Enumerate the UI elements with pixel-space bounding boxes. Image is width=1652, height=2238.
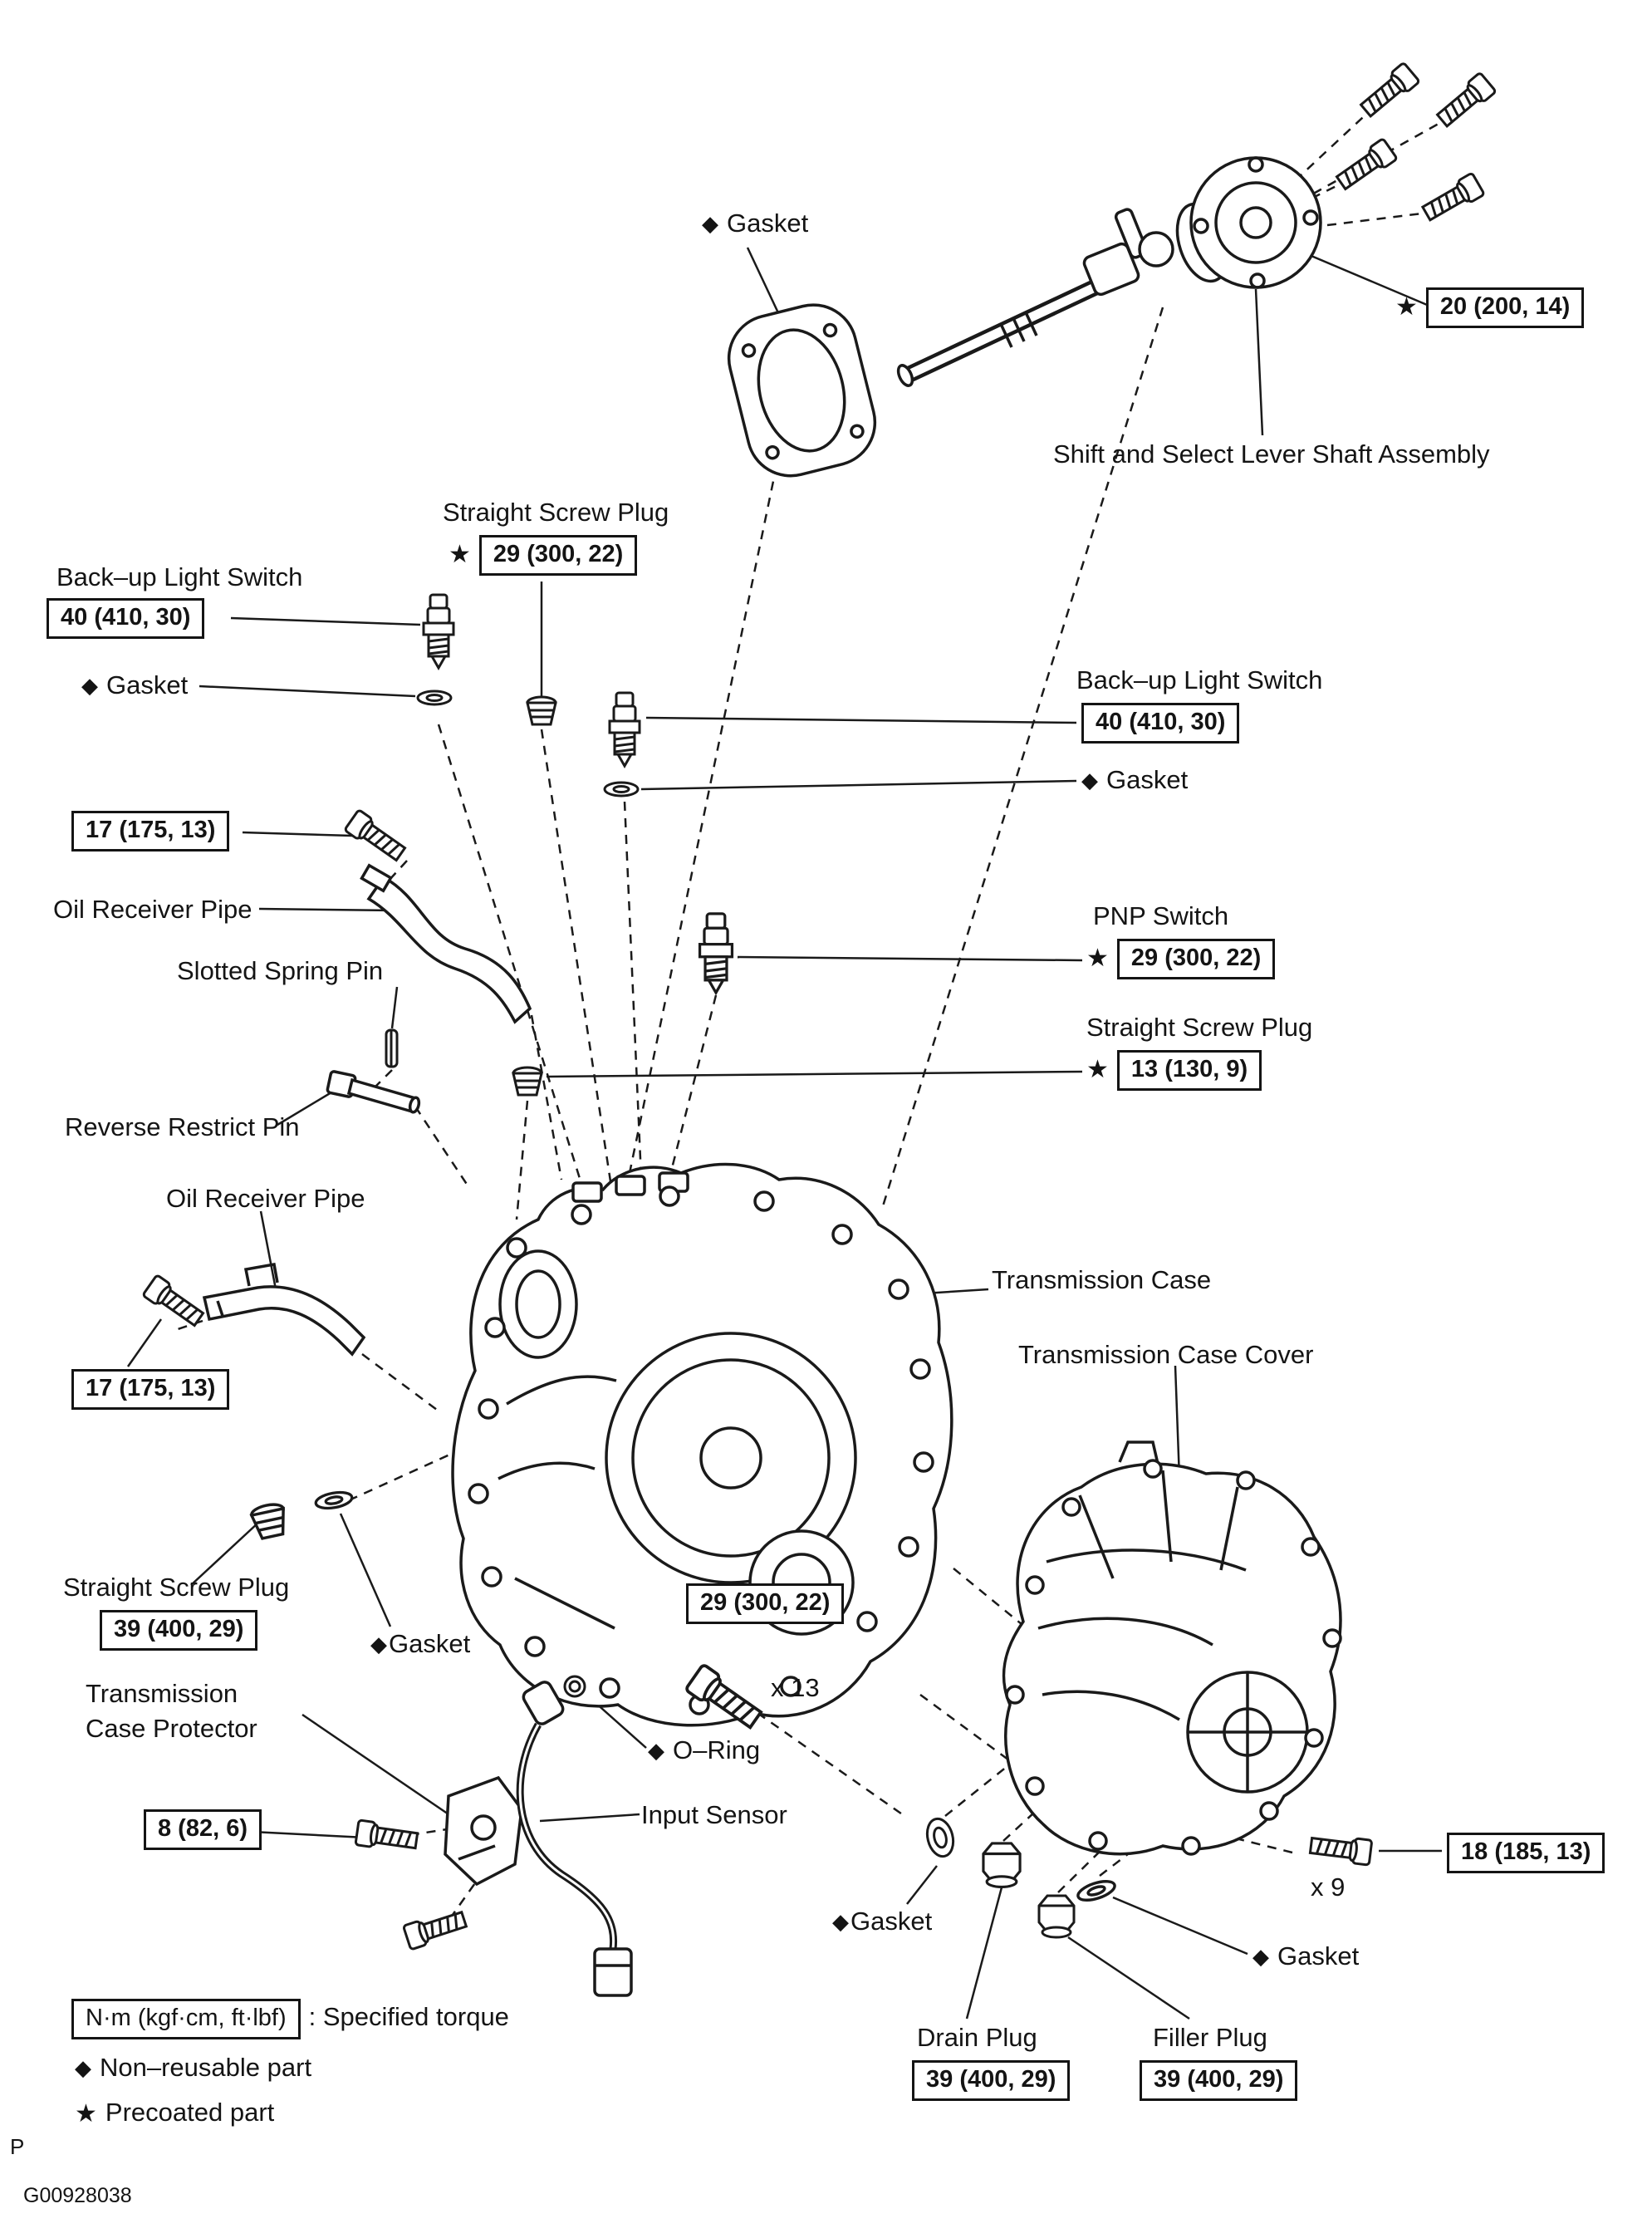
legend-non-reusable xyxy=(75,2052,311,2084)
o-ring-drawing xyxy=(565,1676,585,1696)
part-label: PNP Switch xyxy=(1093,901,1229,930)
gasket-washer-right-drawing xyxy=(605,783,638,796)
pnp-switch-drawing xyxy=(700,914,733,993)
drain-gasket-drawing xyxy=(924,1816,957,1859)
label-straight-screw-plug-bottom xyxy=(63,1572,289,1604)
label-input-sensor xyxy=(641,1799,787,1832)
label-backup-light-switch-right xyxy=(1076,665,1322,697)
cover-bolt-drawing xyxy=(1310,1833,1372,1866)
torque-drain-plug xyxy=(912,2060,1070,2101)
part-label: Reverse Restrict Pin xyxy=(65,1112,300,1141)
part-label: Gasket xyxy=(389,1629,471,1658)
label-gasket-screw-plug-bottom xyxy=(370,1628,470,1661)
label-pnp-switch xyxy=(1093,901,1228,933)
part-label: Drain Plug xyxy=(917,2023,1037,2052)
legend-text: Non–reusable part xyxy=(100,2053,312,2082)
bolt-drawing xyxy=(1434,72,1496,130)
gasket-washer-bottom-drawing xyxy=(315,1490,353,1511)
torque-case-protector xyxy=(144,1809,262,1850)
case-bolt-quantity: x 13 xyxy=(771,1673,820,1702)
label-slotted-spring-pin xyxy=(177,955,383,988)
torque-box: 39 (400, 29) xyxy=(912,2060,1070,2101)
part-label: Gasket xyxy=(1106,765,1189,794)
torque-filler-plug xyxy=(1140,2060,1297,2101)
filler-plug-drawing xyxy=(1039,1896,1074,1937)
part-label: Slotted Spring Pin xyxy=(177,956,384,985)
straight-screw-plug-bottom-drawing xyxy=(250,1502,288,1539)
torque-box: 17 (175, 13) xyxy=(71,811,229,852)
label-drain-plug xyxy=(917,2022,1037,2054)
torque-box: 29 (300, 22) xyxy=(686,1583,844,1624)
label-gasket-backup-right xyxy=(1081,764,1188,797)
torque-oil-receiver-pipe-upper xyxy=(71,811,229,852)
part-label: Back–up Light Switch xyxy=(1076,665,1323,694)
torque-shaft-assembly xyxy=(1395,287,1584,328)
label-transmission-case xyxy=(992,1264,1211,1297)
torque-cover-bolts xyxy=(1447,1833,1605,1873)
label-straight-screw-plug-right xyxy=(1086,1012,1312,1044)
precoated-star-icon: ★ xyxy=(1395,293,1418,321)
non-reusable-diamond-icon: ◆ xyxy=(648,1738,664,1763)
torque-pnp-switch xyxy=(1086,939,1275,979)
non-reusable-diamond-icon: ◆ xyxy=(832,1909,849,1934)
label-oil-receiver-pipe-lower xyxy=(166,1183,365,1215)
transmission-case-drawing xyxy=(453,1165,952,1725)
torque-unit-description: : Specified torque xyxy=(308,2002,509,2031)
non-reusable-diamond-icon: ◆ xyxy=(1081,768,1098,793)
label-transmission-case-protector-line2 xyxy=(86,1713,257,1745)
torque-box: 20 (200, 14) xyxy=(1426,287,1584,328)
torque-case-bolts xyxy=(686,1583,844,1624)
torque-box: 39 (400, 29) xyxy=(100,1610,257,1651)
part-label: Transmission xyxy=(86,1679,238,1708)
label-reverse-restrict-pin xyxy=(65,1112,300,1144)
label-transmission-case-cover xyxy=(1018,1339,1313,1372)
part-label: O–Ring xyxy=(673,1735,761,1764)
non-reusable-diamond-icon: ◆ xyxy=(81,673,98,698)
legend-text: Precoated part xyxy=(105,2098,275,2127)
torque-backup-light-switch-left xyxy=(47,598,204,639)
transmission-case-protector-drawing xyxy=(445,1778,522,1884)
slotted-spring-pin-drawing xyxy=(386,1030,397,1067)
drain-plug-drawing xyxy=(983,1843,1020,1887)
reverse-restrict-pin-drawing xyxy=(327,1071,421,1113)
bolt-drawing xyxy=(143,1275,206,1330)
backup-light-switch-left-drawing xyxy=(424,595,453,668)
torque-box: 29 (300, 22) xyxy=(479,535,637,576)
label-transmission-case-protector-line1 xyxy=(86,1678,238,1710)
part-label: Case Protector xyxy=(86,1714,257,1743)
torque-oil-receiver-pipe-lower xyxy=(71,1369,229,1410)
part-label: Transmission Case Cover xyxy=(1018,1340,1314,1369)
input-sensor-drawing xyxy=(520,1680,631,1995)
label-gasket-top xyxy=(702,208,808,240)
label-gasket-filler xyxy=(1252,1941,1359,1973)
label-oil-receiver-pipe-upper xyxy=(53,894,252,926)
part-label: Input Sensor xyxy=(641,1800,787,1829)
torque-box: 29 (300, 22) xyxy=(1117,939,1275,979)
legend-torque-line xyxy=(71,1999,509,2039)
bolt-drawing xyxy=(1420,173,1484,224)
torque-straight-screw-plug-top xyxy=(449,535,637,576)
label-backup-light-switch-left xyxy=(56,562,302,594)
transmission-case-cover-drawing xyxy=(1004,1442,1341,1854)
part-label: Straight Screw Plug xyxy=(443,498,669,527)
cover-bolt-quantity: x 9 xyxy=(1311,1872,1346,1902)
filler-gasket-drawing xyxy=(1076,1877,1116,1904)
part-label: Oil Receiver Pipe xyxy=(166,1184,365,1213)
non-reusable-diamond-icon: ◆ xyxy=(370,1632,387,1656)
label-shaft-assembly xyxy=(1053,439,1490,471)
non-reusable-diamond-icon: ◆ xyxy=(1252,1944,1269,1969)
part-label: Straight Screw Plug xyxy=(63,1573,290,1602)
part-label: Back–up Light Switch xyxy=(56,562,303,591)
torque-box: 39 (400, 29) xyxy=(1140,2060,1297,2101)
gasket-top-drawing xyxy=(720,296,885,485)
legend-precoated xyxy=(75,2097,274,2130)
part-label: Gasket xyxy=(106,670,189,699)
torque-straight-screw-plug-right xyxy=(1086,1050,1262,1091)
part-label: Gasket xyxy=(851,1907,933,1936)
label-filler-plug xyxy=(1153,2022,1267,2054)
straight-screw-plug-right-drawing xyxy=(513,1067,542,1095)
torque-backup-light-switch-right xyxy=(1081,703,1239,744)
part-label: Gasket xyxy=(1277,1941,1360,1971)
torque-box: 40 (410, 30) xyxy=(47,598,204,639)
gasket-washer-left-drawing xyxy=(418,691,451,704)
figure-code: G00928038 xyxy=(23,2184,132,2207)
torque-unit-box: N·m (kgf·cm, ft·lbf) xyxy=(71,1999,301,2039)
label-gasket-drain xyxy=(832,1906,932,1938)
part-label: Oil Receiver Pipe xyxy=(53,895,252,924)
part-label: Transmission Case xyxy=(992,1265,1212,1294)
precoated-star-icon: ★ xyxy=(449,541,471,568)
torque-box: 17 (175, 13) xyxy=(71,1369,229,1410)
part-label: Gasket xyxy=(727,209,809,238)
shift-select-lever-shaft-assembly-drawing xyxy=(895,158,1321,388)
label-straight-screw-plug-top xyxy=(443,497,669,529)
bolt-drawing xyxy=(345,810,408,865)
bolt-drawing xyxy=(403,1907,468,1950)
non-reusable-diamond-icon: ◆ xyxy=(702,211,718,236)
non-reusable-diamond-icon: ◆ xyxy=(75,2055,91,2080)
bolt-drawing xyxy=(355,1820,418,1853)
oil-receiver-pipe-upper-drawing xyxy=(362,866,530,1022)
precoated-star-icon: ★ xyxy=(75,2100,97,2128)
part-label: Shift and Select Lever Shaft Assembly xyxy=(1053,439,1490,469)
label-gasket-backup-left xyxy=(81,670,188,702)
precoated-star-icon: ★ xyxy=(1086,1056,1109,1083)
torque-box: 40 (410, 30) xyxy=(1081,703,1239,744)
torque-box: 13 (130, 9) xyxy=(1117,1050,1262,1091)
straight-screw-plug-top-drawing xyxy=(527,697,556,724)
page-marker: P xyxy=(10,2134,25,2159)
torque-box: 18 (185, 13) xyxy=(1447,1833,1605,1873)
bolt-drawing xyxy=(1358,62,1419,120)
backup-light-switch-right-drawing xyxy=(610,693,640,766)
bolt-drawing xyxy=(1334,139,1397,194)
label-o-ring xyxy=(648,1735,760,1767)
part-label: Straight Screw Plug xyxy=(1086,1013,1313,1042)
torque-straight-screw-plug-bottom xyxy=(100,1610,257,1651)
torque-box: 8 (82, 6) xyxy=(144,1809,262,1850)
part-label: Filler Plug xyxy=(1153,2023,1267,2052)
precoated-star-icon: ★ xyxy=(1086,945,1109,972)
oil-receiver-pipe-lower-drawing xyxy=(204,1264,364,1354)
